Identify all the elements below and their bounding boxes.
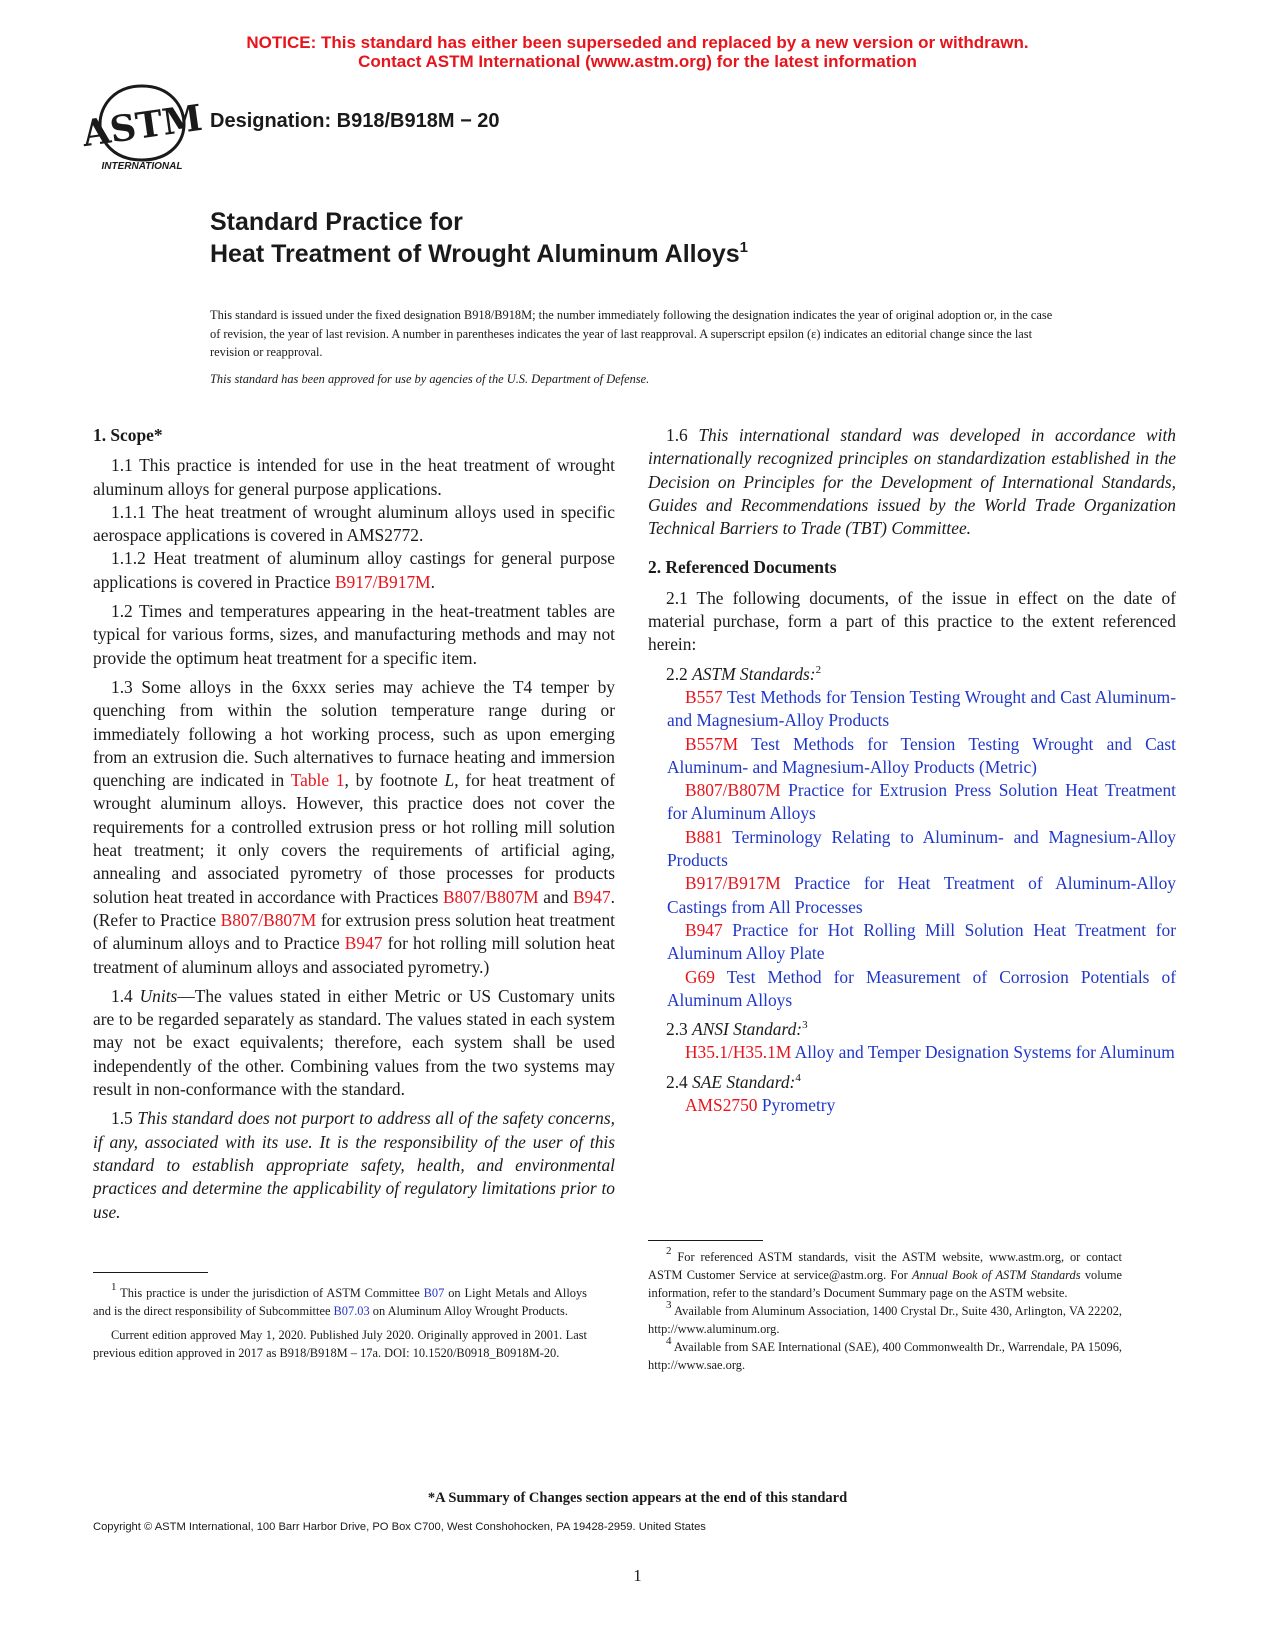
ref-title[interactable]: Test Methods for Tension Testing Wrought and Cast Aluminum- and Magnesium-Alloy Products [667,686,1176,731]
footnote-3: $^3$ Available from Aluminum Association, 1400 Crystal Dr., Suite 430, Arlington, VA 22202, http://www.aluminum.org. [648,1299,1122,1336]
link-b07[interactable]: B07 [423,1286,445,1300]
footnote-1: $^1$ This practice is under the jurisdiction of ASTM Committee B07 on Light Metals and Alloys and is the direct responsibility of Subcommittee B07.03 on Aluminum Alloy Wrought Products. [93,1281,588,1318]
link-table-1[interactable]: Table 1 [290,770,345,791]
astm-standards-label: 2.2 ASTM Standards:$^2$ [666,663,822,684]
sae-ref-0[interactable] [648,1094,1176,1117]
ref-title[interactable]: Pyrometry [761,1095,836,1116]
sae-reference-list [648,1094,1176,1117]
ref-code[interactable]: B557 [685,686,723,707]
ansi-ref-0[interactable] [648,1041,1176,1064]
footnotes-left [93,1281,588,1362]
footnote-1-edition: Current edition approved May 1, 2020. Published July 2020. Originally approved in 2001. Last previous edition approved in 2017 as B918/B918M – 17a. DOI: 10.1520/B0918_B0918M-20. [93,1328,587,1360]
ansi-reference-list [648,1041,1176,1064]
notice-line-2: Contact ASTM International (www.astm.org) for the latest information [358,52,917,71]
right-column [648,424,1176,1117]
ref-title[interactable]: Practice for Extrusion Press Solution Heat Treatment for Aluminum Alloys [667,780,1176,824]
footnote-2: $^2$ For referenced ASTM standards, visit the ASTM website, www.astm.org, or contact ASTM Customer Service at service@astm.org. For Annual Book of ASTM Standards volume information, refer to the standard’s Document Summary page on the ASTM website. [648,1245,1122,1300]
astm-reference-list [648,686,1176,1012]
para-1-5: 1.5 This standard does not purport to address all of the safety concerns, if any, associated with its use. It is the responsibility of the user of this standard to establish appropriate safety, health, and environmental practices and determine the applicability of regulatory limitations prior to use. [93,1108,615,1222]
ref-code[interactable]: H35.1/H35.1M [685,1042,792,1063]
ref-code[interactable]: B947 [685,919,723,940]
ref-code[interactable]: B807/B807M [685,780,781,801]
ref-title[interactable]: Alloy and Temper Designation Systems for Aluminum [794,1042,1175,1063]
para-2-1: 2.1 The following documents, of the issue in effect on the date of material purchase, form a part of this practice to the extent referenced herein: [648,587,1176,655]
astm-ref-3[interactable] [648,826,1176,873]
ref-title[interactable]: Test Methods for Tension Testing Wrought and Cast Aluminum- and Magnesium-Alloy Products (Metric) [667,733,1176,777]
footnote-rule-left [93,1272,208,1273]
document-title [210,206,748,270]
ref-code[interactable]: AMS2750 [685,1095,758,1116]
notice-line-1: NOTICE: This standard has either been superseded and replaced by a new version or withdrawn. [246,33,1029,52]
ref-code[interactable]: B557M [685,733,739,754]
astm-international-logo [79,80,205,172]
link-b917[interactable]: B917/B917M [334,571,431,592]
ref-code[interactable]: G69 [685,966,715,987]
left-column [93,424,615,1224]
astm-ref-1[interactable] [648,733,1176,780]
link-b07-03[interactable]: B07.03 [333,1304,370,1318]
ref-title[interactable]: Test Method for Measurement of Corrosion Potentials of Aluminum Alloys [667,966,1176,1010]
footnote-rule-right [648,1240,763,1241]
para-1-1: 1.1 This practice is intended for use in the heat treatment of wrought aluminum alloys for general purpose applications. [93,455,615,499]
para-1-6: 1.6 This international standard was developed in accordance with internationally recognized principles on standardization established in the Decision on Principles for the Development of International Standards, Guides and Recommendations issued by the World Trade Organization Technical Barriers to Trade (TBT) Committee. [648,425,1176,539]
ref-code[interactable]: B881 [685,826,723,847]
link-b947-1[interactable]: B947 [572,886,611,907]
copyright-line: Copyright © ASTM International, 100 Barr Harbor Drive, PO Box C700, West Conshohocken, PA 19428-2959. United States [93,1521,706,1533]
ref-code[interactable]: B917/B917M [685,873,781,894]
title-line-2: Heat Treatment of Wrought Aluminum Alloys [210,240,740,268]
logo-text: ASTM [79,96,205,156]
dod-approval-note: This standard has been approved for use by agencies of the U.S. Department of Defense. [210,372,650,386]
astm-ref-0[interactable] [648,686,1176,733]
para-1-1-1: 1.1.1 The heat treatment of wrought aluminum alloys used in specific aerospace applications is covered in AMS2772. [93,501,615,546]
astm-ref-4[interactable] [648,872,1176,919]
footnote-4: $^4$ Available from SAE International (SAE), 400 Commonwealth Dr., Warrendale, PA 15096, http://www.sae.org. [648,1335,1122,1372]
ansi-standard-label: 2.3 ANSI Standard:$^3$ [666,1019,808,1040]
section-1-heading: 1. Scope* [93,425,163,445]
astm-ref-5[interactable] [648,919,1176,966]
title-line-1: Standard Practice for [210,208,463,236]
para-1-3: 1.3 Some alloys in the 6xxx series may achieve the T4 temper by quenching from within the solution temperature range during or immediately following a hot working process, such as upon emerging from an extrusion die. Such alternatives to furnace heating and immersion quenching are indicated in Table 1, by footnote L, for heat treatment of wrought aluminum alloys. However, this practice does not cover the requirements for a controlled extrusion press or hot rolling mill solution heat treatment; it only covers the requirements of artificial aging, annealing and associated pyrometry of those processes for products solution heat treated in accordance with Practices B807/B807M and B947. (Refer to Practice B807/B807M for extrusion press solution heat treatment of aluminum alloys and to Practice B947 for hot rolling mill solution heat treatment of aluminum alloys and associated pyrometry.) [93,676,616,977]
summary-of-changes-note: *A Summary of Changes section appears at the end of this standard [427,1490,848,1506]
ref-title[interactable]: Practice for Heat Treatment of Aluminum-Alloy Castings from All Processes [667,873,1176,917]
page-number: 1 [633,1566,642,1585]
designation: Designation: B918/B918M − 20 [210,110,500,132]
para-1-1-2: 1.1.2 Heat treatment of aluminum alloy castings for general purpose applications is covered in Practice B917/B917M. [93,548,615,592]
issuance-note: This standard is issued under the fixed designation B918/B918M; the number immediately following the designation indicates the year of original adoption or, in the case of revision, the year of last revision. A number in parentheses indicates the year of last reapproval. A superscript epsilon (ε) indicates an editorial change since the last revision or reapproval. [210,308,1053,359]
astm-ref-2[interactable] [648,779,1176,826]
title-footnote-ref[interactable]: 1 [739,239,749,256]
link-b807-2[interactable]: B807/B807M [220,909,317,930]
para-1-4: 1.4 Units—The values stated in either Metric or US Customary units are to be regarded separately as standard. The values stated in each system may not be exact equivalents; therefore, each system shall be used independently of the other. Combining values from the two systems may result in non-conformance with the standard. [93,985,615,1100]
logo-subtext: INTERNATIONAL [101,161,183,172]
astm-ref-6[interactable] [648,966,1176,1013]
ref-title[interactable]: Practice for Hot Rolling Mill Solution Heat Treatment for Aluminum Alloy Plate [667,919,1176,964]
footnotes-right [648,1245,1122,1374]
link-b807-1[interactable]: B807/B807M [442,886,539,907]
sae-standard-label: 2.4 SAE Standard:$^4$ [666,1071,801,1092]
section-2-heading: 2. Referenced Documents [648,557,837,578]
withdrawal-notice [0,33,1275,71]
link-b947-2[interactable]: B947 [344,933,383,954]
para-1-2: 1.2 Times and temperatures appearing in the heat-treatment tables are typical for various forms, sizes, and manufacturing methods and may not provide the optimum heat treatment for a specific item. [93,601,615,668]
ref-title[interactable]: Terminology Relating to Aluminum- and Magnesium-Alloy Products [667,826,1176,871]
